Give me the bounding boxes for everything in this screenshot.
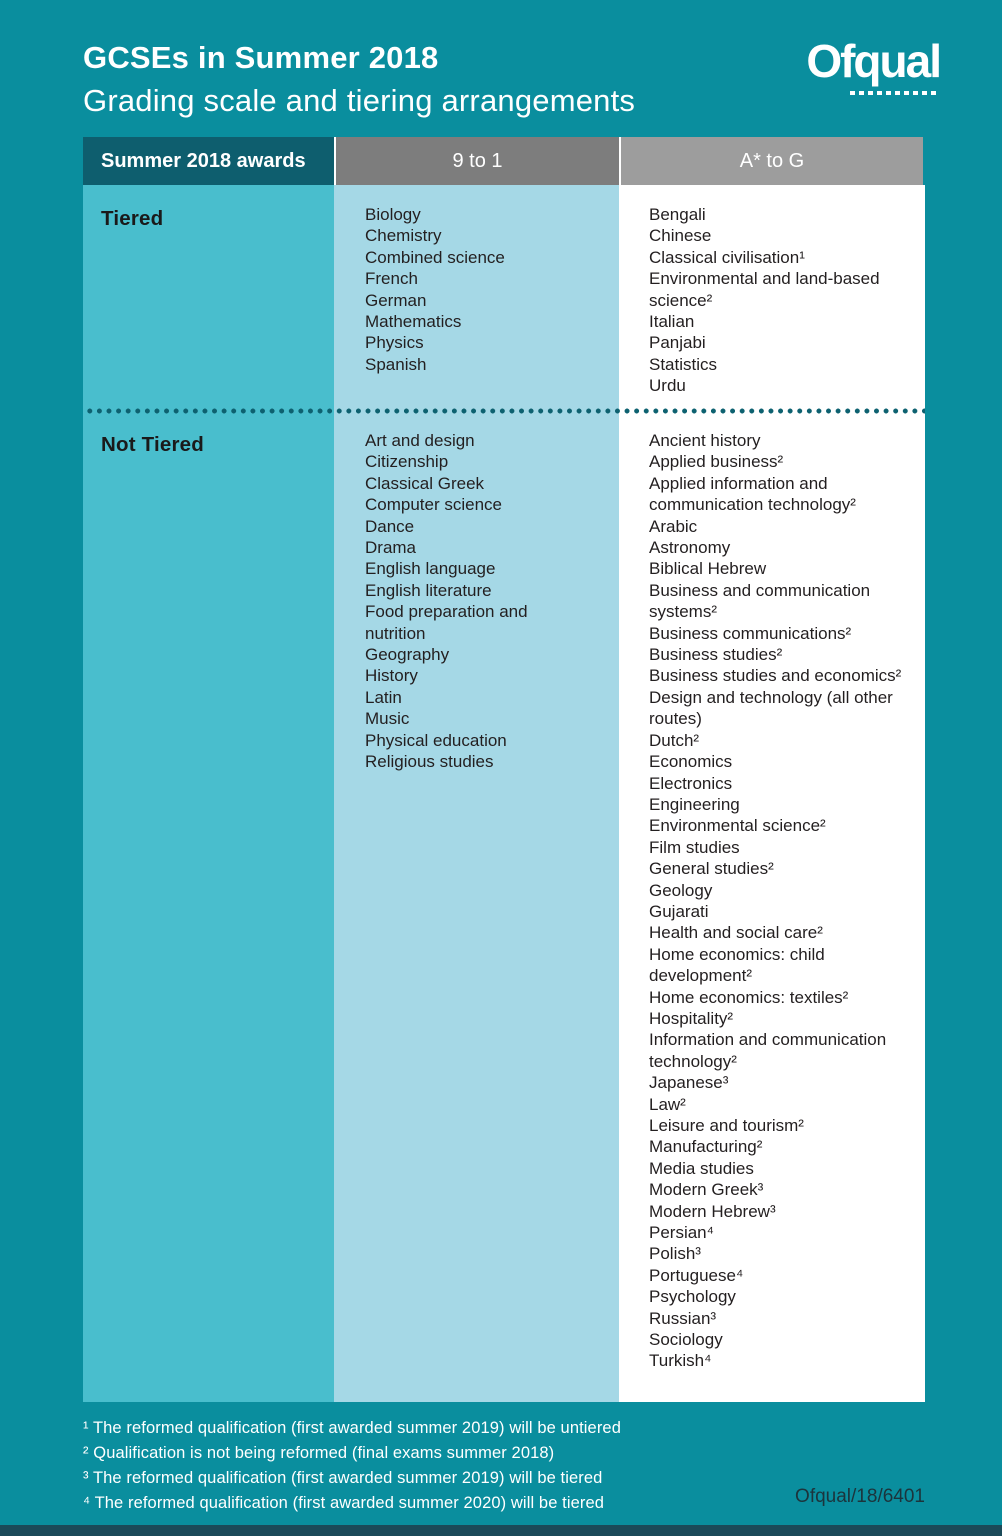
page-header — [83, 40, 635, 119]
row-label-not-tiered: Not Tiered — [101, 433, 204, 456]
footnote-line: ³ The reformed qualification (first awarded summer 2019) will be tiered — [83, 1469, 603, 1487]
row-label-tiered: Tiered — [101, 207, 164, 230]
subject-item: Chinese — [649, 226, 712, 246]
page-subtitle: Grading scale and tiering arrangements — [83, 83, 636, 118]
subject-item: Chemistry — [365, 226, 442, 246]
subject-item: Arabic — [649, 516, 698, 536]
subject-item: Film studies — [649, 837, 740, 857]
subject-item: Ancient history — [649, 431, 761, 450]
tiered-astar-g-subject-list — [619, 185, 925, 411]
subject-item: Information and communication technology² — [649, 1030, 887, 1071]
subject-item: Psychology — [649, 1287, 736, 1307]
subject-item: Business communications² — [649, 623, 852, 643]
subject-item: Turkish⁴ — [649, 1351, 712, 1371]
subject-item: Mathematics — [365, 312, 462, 332]
subject-item: Sociology — [649, 1330, 723, 1350]
subject-item: Leisure and tourism² — [649, 1116, 804, 1135]
column-header-9-to-1: 9 to 1 — [334, 137, 619, 185]
column-header-summer-2018-awards: Summer 2018 awards — [83, 137, 334, 185]
subject-item: Business studies² — [649, 645, 783, 665]
document-reference: Ofqual/18/6401 — [795, 1486, 925, 1507]
subject-item: Law² — [649, 1094, 686, 1114]
footnotes — [83, 1416, 621, 1516]
subject-item: Engineering — [649, 794, 740, 814]
subject-item: Modern Hebrew³ — [649, 1201, 776, 1221]
subject-item: Manufacturing² — [649, 1137, 763, 1157]
subject-item: Home economics: child development² — [649, 944, 825, 986]
table-row-tiered — [83, 185, 925, 411]
subject-item: Health and social care² — [649, 923, 823, 943]
table-header-row — [83, 137, 925, 185]
subject-item: History — [365, 666, 418, 686]
subject-item: Persian⁴ — [649, 1223, 714, 1243]
subject-item: English literature — [365, 580, 492, 600]
subject-item: Polish³ — [649, 1244, 701, 1264]
subject-item: Combined science — [365, 247, 505, 267]
subject-item: Art and design — [365, 431, 475, 450]
subject-item: Home economics: textiles² — [649, 987, 849, 1007]
tiering-table — [83, 137, 925, 1402]
footnote-line: ⁴ The reformed qualification (first awarded summer 2020) will be tiered — [83, 1494, 605, 1512]
subject-item: Dutch² — [649, 730, 700, 750]
subject-item: Economics — [649, 752, 733, 772]
bottom-bar — [0, 1525, 1002, 1536]
subject-item: Hospitality² — [649, 1008, 734, 1028]
subject-item: French — [365, 269, 418, 289]
subject-item: Environmental and land-based science² — [649, 269, 880, 310]
subject-item: Design and technology (all other routes) — [649, 687, 893, 729]
subject-item: Astronomy — [649, 538, 731, 558]
subject-item: Physics — [365, 333, 424, 353]
subject-item: Food preparation and nutrition — [365, 602, 528, 643]
subject-item: Japanese³ — [649, 1073, 729, 1093]
ofqual-logo-dotted-underline — [850, 91, 940, 95]
dotted-divider — [83, 407, 925, 415]
footnote-line: ¹ The reformed qualification (first awarded summer 2019) will be untiered — [83, 1419, 621, 1437]
column-header-a-star-to-g: A* to G — [619, 137, 923, 185]
subject-item: Urdu — [649, 376, 686, 396]
table-row-not-tiered — [83, 411, 925, 1402]
subject-item: Biblical Hebrew — [649, 559, 767, 579]
not-tiered-astar-g-subject-list — [619, 411, 925, 1402]
tiered-9to1-subject-list — [334, 185, 619, 411]
not-tiered-9to1-subject-list — [334, 411, 619, 1402]
subject-item: Business and communication systems² — [649, 580, 871, 622]
ofqual-logo-text: Ofqual — [806, 35, 940, 87]
subject-item: Electronics — [649, 773, 733, 793]
subject-item: Italian — [649, 312, 695, 332]
subject-item: Spanish — [365, 354, 427, 374]
subject-item: Environmental science² — [649, 816, 826, 836]
subject-item: Portuguese⁴ — [649, 1265, 744, 1285]
subject-item: Geology — [649, 880, 713, 900]
subject-item: Citizenship — [365, 452, 449, 472]
subject-item: Drama — [365, 538, 417, 558]
footnote-line: ² Qualification is not being reformed (final exams summer 2018) — [83, 1444, 555, 1462]
subject-item: Statistics — [649, 354, 718, 374]
subject-item: Bengali — [649, 205, 706, 224]
subject-item: General studies² — [649, 859, 774, 879]
subject-item: Applied business² — [649, 452, 784, 472]
subject-item: Panjabi — [649, 333, 706, 353]
subject-item: Modern Greek³ — [649, 1180, 764, 1200]
subject-item: Classical Greek — [365, 473, 485, 493]
subject-item: Business studies and economics² — [649, 666, 902, 686]
subject-item: Physical education — [365, 730, 507, 750]
subject-item: Gujarati — [649, 901, 709, 921]
subject-item: Classical civilisation¹ — [649, 247, 805, 267]
subject-item: Dance — [365, 516, 415, 536]
subject-item: Biology — [365, 205, 421, 224]
subject-item: Computer science — [365, 495, 503, 515]
subject-item: Russian³ — [649, 1308, 717, 1328]
ofqual-logo — [806, 35, 940, 95]
subject-item: Latin — [365, 687, 402, 707]
subject-item: Religious studies — [365, 752, 494, 772]
subject-item: German — [365, 290, 427, 310]
subject-item: Media studies — [649, 1158, 754, 1178]
subject-item: English language — [365, 559, 496, 579]
subject-item: Geography — [365, 645, 450, 665]
subject-item: Music — [365, 709, 410, 729]
subject-item: Applied information and communication technology² — [649, 473, 856, 515]
row-label-cell-not-tiered — [83, 411, 334, 1402]
row-label-cell-tiered — [83, 185, 334, 411]
page-title: GCSEs in Summer 2018 — [83, 40, 439, 75]
